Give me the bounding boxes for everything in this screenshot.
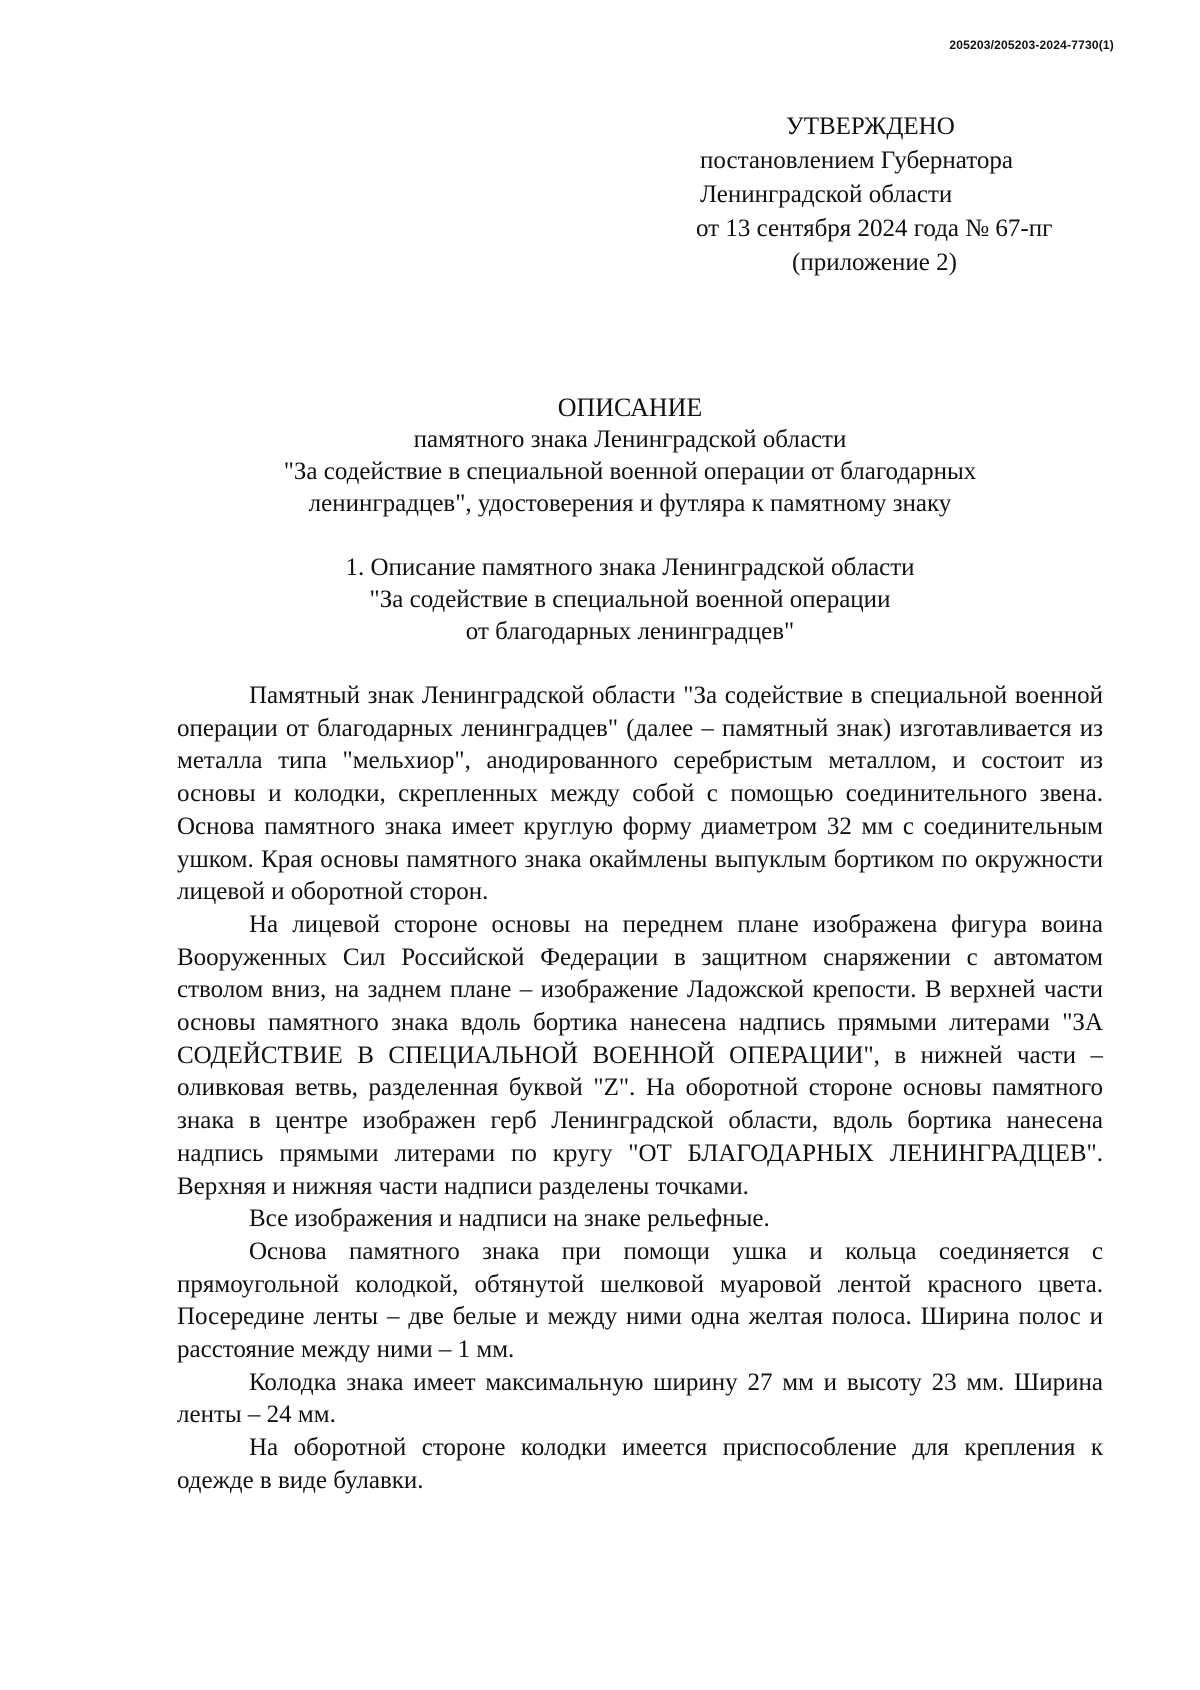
approval-heading: УТВЕРЖДЕНО bbox=[786, 113, 955, 140]
document-subtitle-line: ленинградцев", удостоверения и футляра к памятному знаку bbox=[308, 490, 952, 517]
document-title-block bbox=[160, 392, 1100, 520]
document-subtitle-line: памятного знака Ленинградской области bbox=[413, 426, 847, 453]
body-paragraph: На оборотной стороне колодки имеется приспособление для крепления к одежде в виде булавки. bbox=[177, 1434, 1103, 1494]
approval-stamp-block bbox=[696, 110, 1100, 280]
section-heading-block bbox=[160, 552, 1100, 648]
document-title: ОПИСАНИЕ bbox=[557, 393, 703, 422]
body-paragraph: На лицевой стороне основы на переднем плане изображена фигура воина Вооруженных Сил Российской Федерации в защитном снаряжении с автоматом стволом вниз, на заднем плане – изображение Ладожской крепости. В верхней части основы памятного знака вдоль бортика нанесена надпись прямыми литерами "ЗА СОДЕЙСТВИЕ В СПЕЦИАЛЬНОЙ ВОЕННОЙ ОПЕРАЦИИ", в нижней части – оливковая ветвь, разделенная буквой "Z". На оборотной стороне основы памятного знака в центре изображен герб Ленинградской области, вдоль бортика нанесена надпись прямыми литерами по кругу "ОТ БЛАГОДАРНЫХ ЛЕНИНГРАДЦЕВ". Верхняя и нижняя части надписи разделены точками. bbox=[177, 910, 1103, 1200]
approval-line: постановлением Губернатора bbox=[700, 147, 1013, 174]
body-paragraph: Памятный знак Ленинградской области "За содействие в специальной военной операции от благодарных ленинградцев" (далее – памятный знак) изготавливается из металла типа "мельхиор", анодированного серебристым металлом, и состоит из основы и колодки, скрепленных между собой с помощью соединительного звена. Основа памятного знака имеет круглую форму диаметром 32 мм с соединительным ушком. Края основы памятного знака окаймлены выпуклым бортиком по окружности лицевой и оборотной сторон. bbox=[177, 682, 1103, 906]
body-paragraph: Все изображения и надписи на знаке рельефные. bbox=[249, 1205, 770, 1233]
approval-appendix-line: (приложение 2) bbox=[792, 249, 957, 276]
document-subtitle-line: "За содействие в специальной военной операции от благодарных bbox=[283, 458, 977, 485]
section-heading-line: 1. Описание памятного знака Ленинградской области bbox=[345, 554, 915, 581]
document-body bbox=[177, 680, 1103, 1498]
document-registration-number: 205203/205203-2024-7730(1) bbox=[949, 38, 1114, 52]
body-paragraph: Основа памятного знака при помощи ушка и кольца соединяется с прямоугольной колодкой, обтянутой шелковой муаровой лентой красного цвета. Посередине ленты – две белые и между ними одна желтая полоса. Ширина полос и расстояние между ними – 1 мм. bbox=[177, 1237, 1103, 1364]
body-paragraph: Колодка знака имеет максимальную ширину 27 мм и высоту 23 мм. Ширина ленты – 24 мм. bbox=[177, 1368, 1103, 1429]
section-heading-line: от благодарных ленинградцев" bbox=[465, 618, 795, 645]
section-heading-line: "За содействие в специальной военной операции bbox=[369, 586, 891, 613]
approval-date-line: от 13 сентября 2024 года № 67-пг bbox=[696, 215, 1053, 242]
approval-line: Ленинградской области bbox=[700, 181, 953, 208]
